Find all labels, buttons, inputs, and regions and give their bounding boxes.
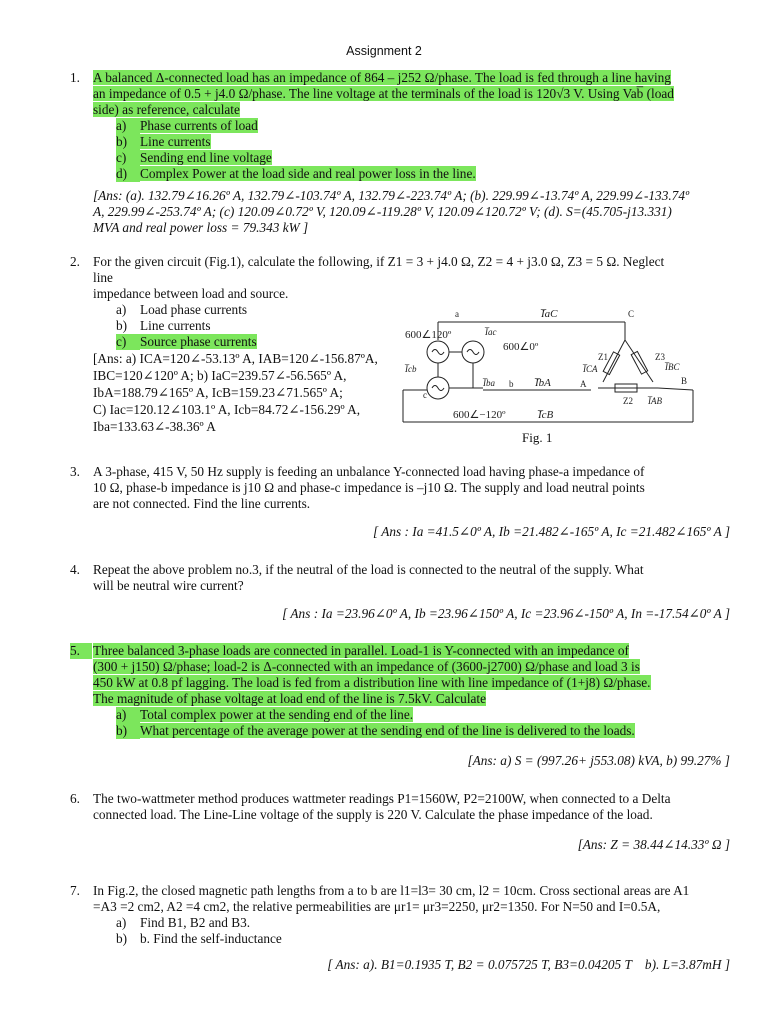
question-6 [70,791,730,853]
answer-line: C) Iac=120.12∠103.1º A, Icb=84.72∠-156.29º A, [93,402,361,417]
answer-line: A, 229.99∠-253.74º A; (c) 120.09∠0.72º V, 120.09∠-119.28º V, 120.09∠120.72º V; (d). S=(45.705-j13.331) [93,204,672,219]
question-text: are not connected. Find the line currents. [93,496,311,511]
svg-text:C: C [628,309,635,319]
answer-line: [Ans: (a). 132.79∠16.26º A, 132.79∠-103.74º A, 132.79∠-223.74º A; (b). 229.99∠-13.74º A, 229.99∠-133.74º [93,188,690,203]
sub-item: b) What percentage of the average power at the sending end of the line is delivered to the loads. [116,723,635,738]
answer-line: Iba=133.63∠-38.36º A [93,419,216,434]
answer-line: IbA=188.79∠165º A, IcB=159.23∠71.565º A; [93,385,343,400]
question-text: The two-wattmeter method produces wattmeter readings P1=1560W, P2=2100W, when connected to a Delta [93,791,671,806]
question-text: 450 kW at 0.8 pf lagging. The load is fed from a distribution line with line impedance of (1+j8) Ω/phase. [93,675,651,690]
question-number: 3. [70,464,80,479]
svg-text:I̅BC: I̅BC [665,362,680,372]
question-text: =A3 =2 cm2, A2 =4 cm2, the relative permeabilities are μr1= μr3=2250, μr2=1350. For N=50 and I=0.5A, [93,899,661,914]
svg-text:Z2: Z2 [623,396,633,406]
question-text: line [93,270,113,285]
circuit-figure [393,300,703,450]
question-text: A balanced Δ-connected load has an impedance of 864 – j252 Ω/phase. The load is fed through a line having [93,70,671,85]
answer-line: [ Ans : Ia =41.5∠0º A, Ib =21.482∠-165º A, Ic =21.482∠165º A ] [373,524,730,539]
question-text: 10 Ω, phase-b impedance is j10 Ω and phase-c impedance is –j10 Ω. The supply and load neutral points [93,480,645,495]
page-title: Assignment 2 [346,44,422,58]
answer-line: [Ans: a) S = (997.26+ j553.08) kVA, b) 99.27% ] [467,753,730,768]
svg-text:I̅ac: I̅ac [485,327,497,337]
svg-text:I̅AB: I̅AB [648,396,662,406]
source-voltage-2: 600∠0º [503,341,539,353]
question-text: an impedance of 0.5 + j4.0 Ω/phase. The line voltage at the terminals of the load is 120√3 V. Using Vab̅ (load [93,86,674,101]
question-4 [70,562,730,622]
question-number: 5. [70,643,92,659]
question-text: side) as reference, calculate [93,102,240,117]
question-text: impedance between load and source. [93,286,289,301]
question-text: connected load. The Line-Line voltage of the supply is 220 V. Calculate the phase impedance of the load. [93,807,653,822]
question-5 [70,643,730,769]
source-voltage-3: 600∠−120º [453,409,506,421]
question-text: Three balanced 3-phase loads are connected in parallel. Load-1 is Y-connected with an impedance of [93,643,629,658]
question-text: For the given circuit (Fig.1), calculate the following, if Z1 = 3 + j4.0 Ω, Z2 = 4 + j3.0 Ω, Z3 = 5 Ω. Neglect [93,254,665,269]
svg-text:I̅aC: I̅aC [541,308,558,320]
figure-caption: Fig. 1 [522,430,553,445]
source-voltage-1: 600∠120º [405,329,452,341]
sub-item: b) Line currents [116,318,211,333]
sub-item: c) Source phase currents [116,334,257,349]
svg-text:b: b [509,379,514,389]
svg-text:I̅bA: I̅bA [535,377,551,389]
question-text: will be neutral wire current? [93,578,244,593]
svg-text:c: c [423,390,427,400]
svg-text:Z3: Z3 [655,352,665,362]
question-3 [70,464,730,540]
question-1 [70,70,730,236]
sub-item: a) Phase currents of load [116,118,258,133]
svg-text:I̅ba: I̅ba [483,378,495,388]
sub-item: c) Sending end line voltage [116,150,272,165]
question-text: The magnitude of phase voltage at load end of the line is 7.5kV. Calculate [93,691,487,706]
sub-item: b) Line currents [116,134,211,149]
question-7 [70,883,730,973]
sub-item: a) Load phase currents [116,302,248,317]
answer-line: [Ans: a) ICA=120∠-53.13º A, IAB=120∠-156.87ºA, [93,351,378,366]
svg-text:I̅cb: I̅cb [405,364,417,374]
svg-text:B: B [681,376,688,386]
answer-line: [Ans: Z = 38.44∠14.33º Ω ] [577,837,730,852]
answer-block [93,188,730,236]
svg-text:a: a [455,309,459,319]
svg-text:Z1: Z1 [598,352,608,362]
question-number: 6. [70,791,80,806]
answer-line: IBC=120∠120º A; b) IaC=239.57∠-56.565º A, [93,368,347,383]
answer-block [93,350,393,435]
question-text: A 3-phase, 415 V, 50 Hz supply is feeding an unbalance Y-connected load having phase-a impedance of [93,464,645,479]
question-text: (300 + j150) Ω/phase; load-2 is Δ-connected with an impedance of (3600-j2700) Ω/phase and load 3 is [93,659,640,674]
svg-text:I̅cB: I̅cB [538,409,554,421]
question-text: In Fig.2, the closed magnetic path lengths from a to b are l1=l3= 30 cm, l2 = 10cm. Cross sectional areas are A1 [93,883,690,898]
sub-item: b) b. Find the self-inductance [116,931,282,946]
question-number: 4. [70,562,80,577]
svg-text:I̅CA: I̅CA [583,364,598,374]
question-number: 2. [70,254,80,269]
answer-line: [ Ans : Ia =23.96∠0º A, Ib =23.96∠150º A, Ic =23.96∠-150º A, In =-17.54∠0º A ] [282,606,730,621]
question-number: 1. [70,70,80,85]
svg-text:A: A [580,379,587,389]
sub-item: a) Total complex power at the sending end of the line. [116,707,414,722]
question-number: 7. [70,883,80,898]
question-text: Repeat the above problem no.3, if the neutral of the load is connected to the neutral of the supply. What [93,562,644,577]
sub-item: a) Find B1, B2 and B3. [116,915,251,930]
sub-item: d) Complex Power at the load side and real power loss in the line. [116,166,476,181]
answer-line: [ Ans: a). B1=0.1935 T, B2 = 0.075725 T, B3=0.04205 T b). L=3.87mH ] [327,957,730,972]
answer-line: MVA and real power loss = 79.343 kW ] [93,220,309,235]
